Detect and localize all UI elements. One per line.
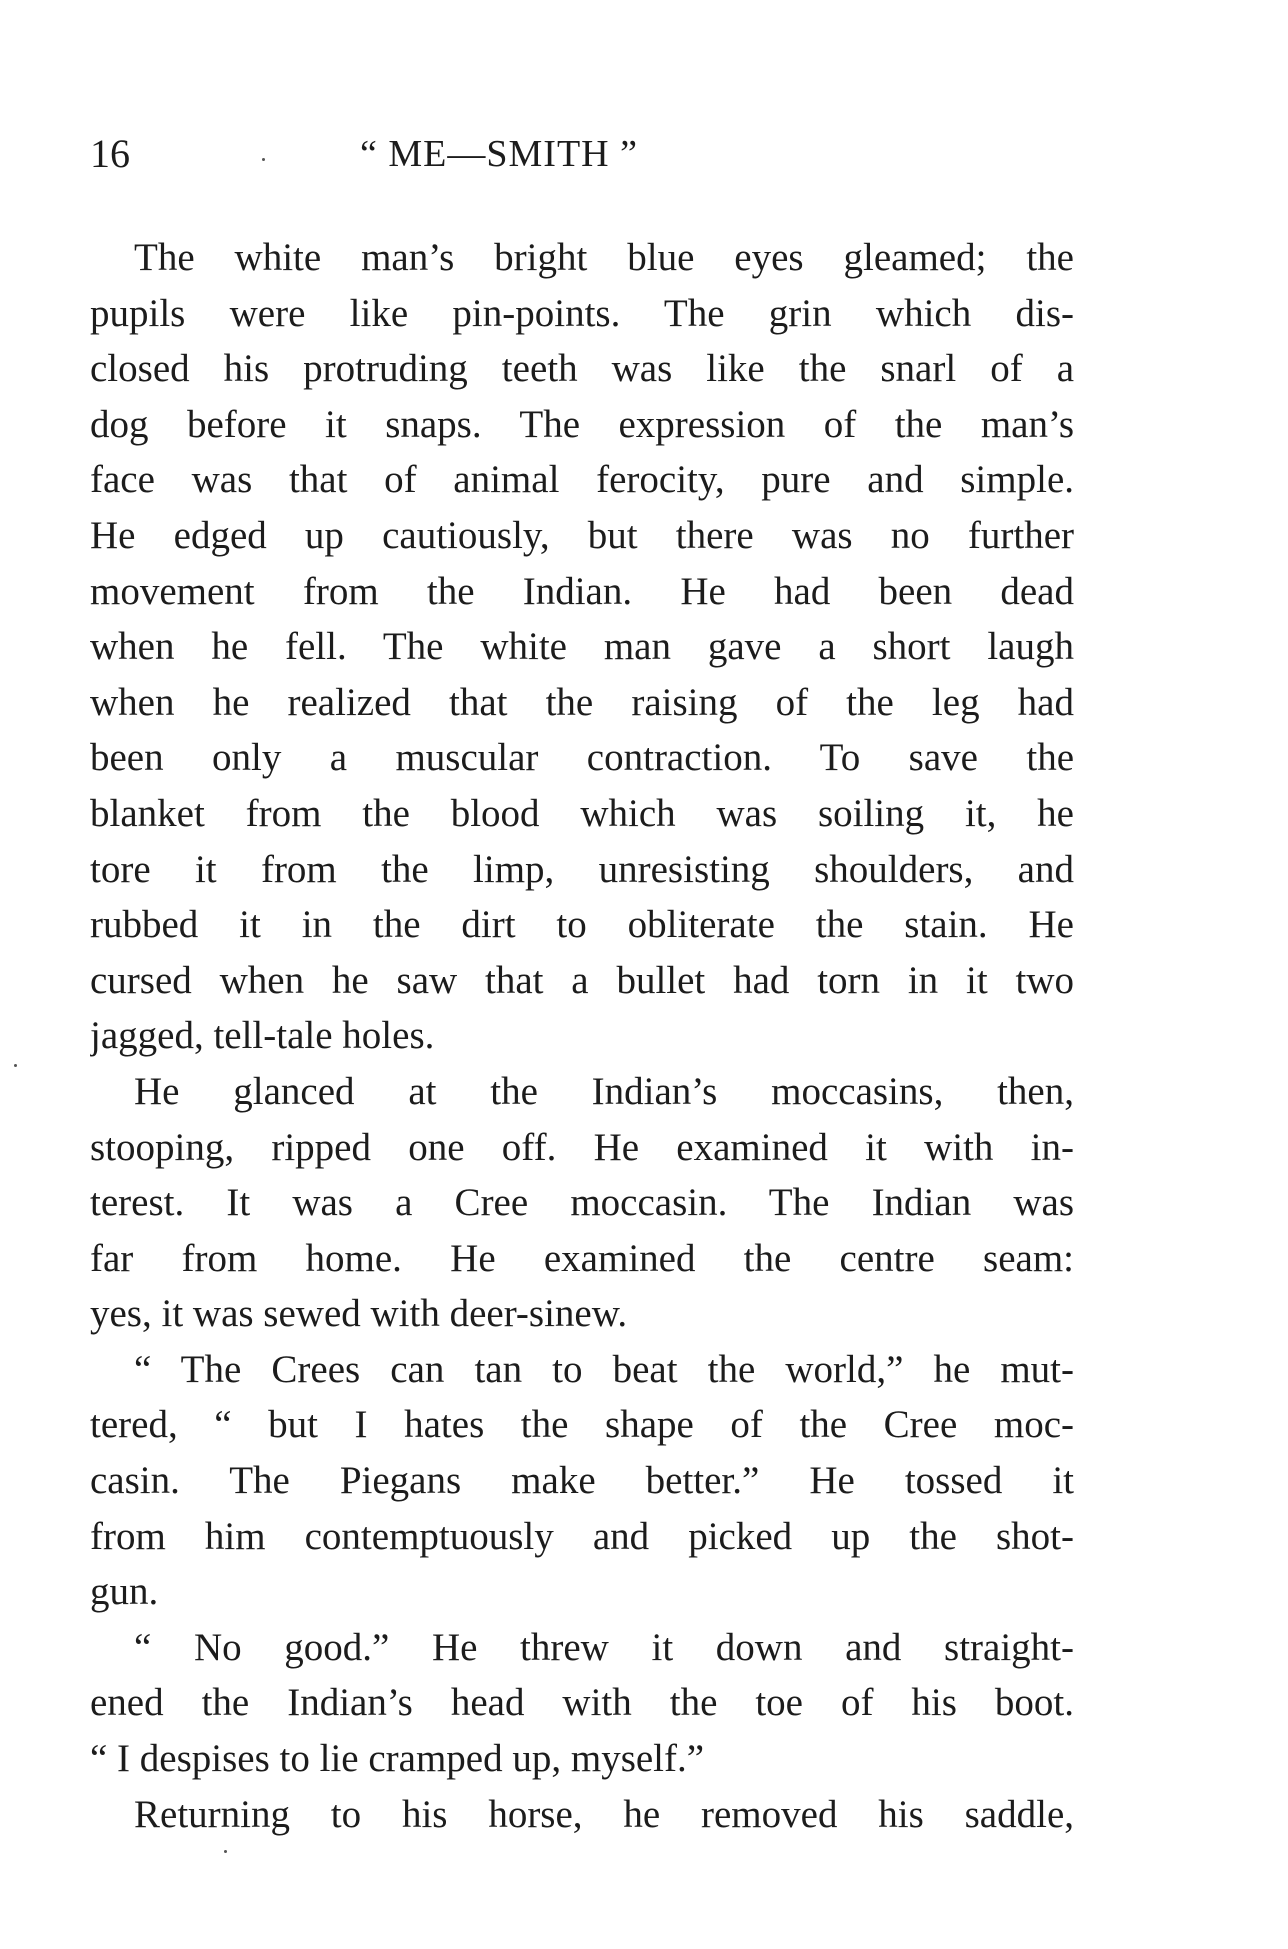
body-text — [90, 230, 1074, 1842]
print-speck — [262, 158, 265, 161]
text-line: tore it from the limp, unresisting shoulders, and — [90, 847, 1074, 891]
running-title: “ ME—SMITH ” — [360, 133, 638, 175]
text-line: gun. — [90, 1570, 159, 1614]
text-line: terest. It was a Cree moccasin. The Indian was — [90, 1181, 1074, 1225]
text-line: The white man’s bright blue eyes gleamed; the — [134, 236, 1074, 279]
text-line: tered, “ but I hates the shape of the Cree moc- — [90, 1403, 1074, 1447]
text-line: when he realized that the raising of the leg had — [90, 680, 1074, 724]
text-line: far from home. He examined the centre seam: — [90, 1236, 1074, 1280]
text-line: jagged, tell-tale holes. — [90, 1014, 435, 1058]
text-line: cursed when he saw that a bullet had torn in it two — [90, 958, 1074, 1002]
text-line: pupils were like pin-points. The grin which dis- — [90, 291, 1074, 335]
text-line: been only a muscular contraction. To save the — [90, 736, 1074, 780]
text-line: Returning to his horse, he removed his saddle, — [134, 1792, 1074, 1836]
text-line: face was that of animal ferocity, pure and simple. — [90, 458, 1074, 502]
text-line: movement from the Indian. He had been dead — [90, 569, 1074, 613]
print-speck — [224, 1850, 227, 1853]
text-line: “ The Crees can tan to beat the world,” he mut- — [134, 1347, 1074, 1391]
text-line: ened the Indian’s head with the toe of his boot. — [90, 1681, 1074, 1725]
text-line: stooping, ripped one off. He examined it with in- — [90, 1125, 1074, 1169]
text-line: rubbed it in the dirt to obliterate the stain. He — [90, 903, 1074, 947]
print-speck — [14, 1064, 17, 1067]
page-number: 16 — [90, 131, 130, 176]
text-line: yes, it was sewed with deer-sinew. — [90, 1292, 628, 1336]
text-line: “ No good.” He threw it down and straight- — [134, 1625, 1074, 1669]
text-line: blanket from the blood which was soiling it, he — [90, 791, 1074, 835]
text-line: dog before it snaps. The expression of the man’s — [90, 402, 1074, 446]
text-line: from him contemptuously and picked up the shot- — [90, 1514, 1074, 1558]
text-line: when he fell. The white man gave a short laugh — [90, 625, 1074, 669]
text-line: closed his protruding teeth was like the snarl of a — [90, 347, 1074, 391]
text-line: He glanced at the Indian’s moccasins, then, — [134, 1069, 1074, 1113]
text-line: casin. The Piegans make better.” He tossed it — [90, 1459, 1074, 1503]
page-header — [90, 124, 1074, 184]
text-line: He edged up cautiously, but there was no further — [90, 513, 1074, 557]
text-line: “ I despises to lie cramped up, myself.” — [90, 1737, 705, 1781]
